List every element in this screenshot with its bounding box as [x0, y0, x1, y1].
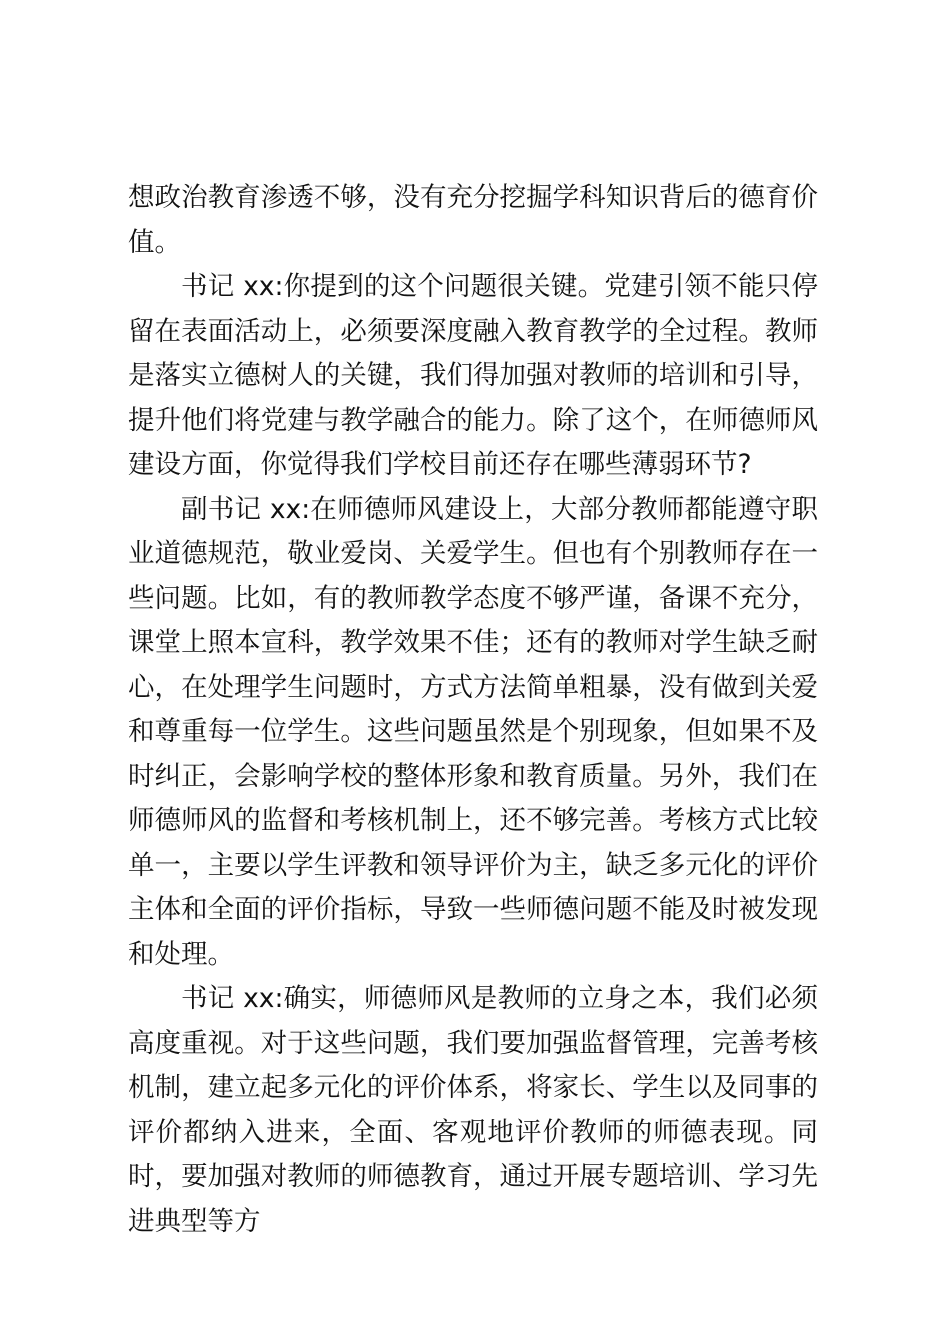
paragraph-1: 想政治教育渗透不够，没有充分挖掘学科知识背后的德育价值。	[128, 182, 818, 258]
paragraph-2: 书记 xx:你提到的这个问题很关键。党建引领不能只停留在表面活动上，必须要深度融入教育教学的全过程。教师是落实立德树人的关键，我们得加强对教师的培训和引导，提升他们将党建与教学融合的能力。除了这个，在师德师风建设方面，你觉得我们学校目前还存在哪些薄弱环节?	[128, 271, 818, 480]
paragraph-3: 副书记 xx:在师德师风建设上，大部分教师都能遵守职业道德规范，敬业爱岗、关爱学生。但也有个别教师存在一些问题。比如，有的教师教学态度不够严谨，备课不充分，课堂上照本宣科，教学效果不佳；还有的教师对学生缺乏耐心，在处理学生问题时，方式方法简单粗暴，没有做到关爱和尊重每一位学生。这些问题虽然是个别现象，但如果不及时纠正，会影响学校的整体形象和教育质量。另外，我们在师德师风的监督和考核机制上，还不够完善。考核方式比较单一，主要以学生评教和领导评价为主，缺乏多元化的评价主体和全面的评价指标，导致一些师德问题不能及时被发现和处理。	[128, 493, 818, 970]
document-body	[128, 176, 818, 1244]
paragraph-4: 书记 xx:确实，师德师风是教师的立身之本，我们必须高度重视。对于这些问题，我们要加强监督管理，完善考核机制，建立起多元化的评价体系，将家长、学生以及同事的评价都纳入进来，全面、客观地评价教师的师德表现。同时，要加强对教师的师德教育，通过开展专题培训、学习先进典型等方	[128, 983, 818, 1237]
